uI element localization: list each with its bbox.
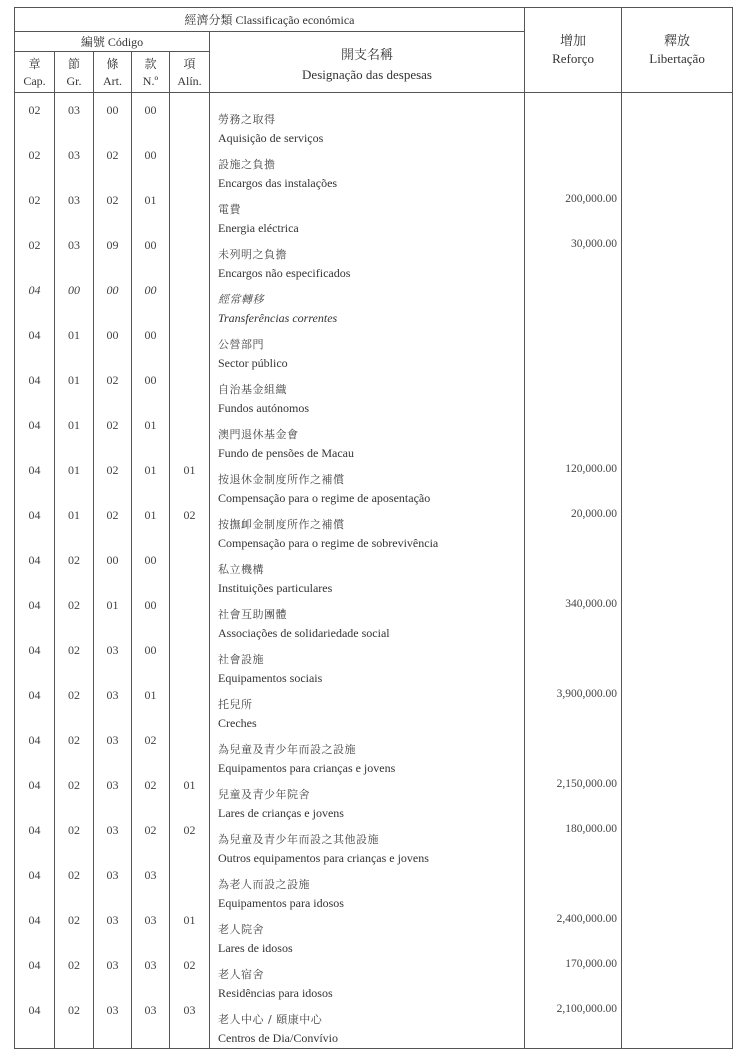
code-gr-cell: 01 xyxy=(55,463,94,508)
code-gr-cell: 03 xyxy=(55,193,94,238)
designation-zh: 開支名稱 xyxy=(341,47,394,62)
libertacao-amount-cell xyxy=(622,148,733,193)
designation-pt-text: Encargos não especificados xyxy=(218,266,351,280)
table-row xyxy=(15,193,733,238)
libertacao-amount-cell xyxy=(622,463,733,508)
reforco-zh: 增加 xyxy=(560,33,587,48)
code-art-cell: 02 xyxy=(94,148,132,193)
table-row xyxy=(15,1003,733,1049)
designation-pt-text: Aquisição de serviços xyxy=(218,131,324,145)
code-cap-cell: 04 xyxy=(15,373,55,418)
code-cap-cell: 04 xyxy=(15,913,55,958)
designation-pt-text: Residências para idosos xyxy=(218,986,333,1000)
libertacao-amount-cell xyxy=(622,868,733,913)
table-body xyxy=(15,93,733,1049)
code-art-cell: 03 xyxy=(94,778,132,823)
code-gr-cell: 02 xyxy=(55,733,94,778)
code-alin-cell: 02 xyxy=(170,508,210,553)
code-alin-cell xyxy=(170,148,210,193)
libertacao-amount-cell xyxy=(622,778,733,823)
code-gr-cell: 00 xyxy=(55,283,94,328)
code-art-cell: 02 xyxy=(94,418,132,463)
designation-pt-text: Transferências correntes xyxy=(218,311,338,325)
code-no-cell: 00 xyxy=(132,283,170,328)
code-no-cell: 01 xyxy=(132,193,170,238)
code-cap-cell: 04 xyxy=(15,463,55,508)
designation-cell xyxy=(210,733,525,778)
designation-cell xyxy=(210,553,525,598)
reforco-amount-cell xyxy=(525,418,622,463)
designation-pt-text: Lares de crianças e jovens xyxy=(218,806,344,820)
libertacao-pt: Libertação xyxy=(649,51,705,66)
code-alin-cell xyxy=(170,598,210,643)
code-no-cell: 02 xyxy=(132,823,170,868)
code-no-cell: 01 xyxy=(132,688,170,733)
code-art-cell: 03 xyxy=(94,688,132,733)
code-alin-cell xyxy=(170,373,210,418)
code-no-cell: 00 xyxy=(132,553,170,598)
reforco-amount-cell xyxy=(525,103,622,148)
code-cap-cell: 04 xyxy=(15,598,55,643)
libertacao-amount-cell xyxy=(622,418,733,463)
libertacao-amount-cell xyxy=(622,103,733,148)
designation-pt-text: Centros de Dia/Convívio xyxy=(218,1031,338,1045)
level-gr-header xyxy=(55,52,94,93)
code-cap-cell: 04 xyxy=(15,688,55,733)
reforco-amount-cell: 2,150,000.00 xyxy=(525,778,622,823)
code-alin-cell xyxy=(170,328,210,373)
designation-zh-text: 未列明之負擔 xyxy=(218,248,287,261)
code-cap-cell: 02 xyxy=(15,148,55,193)
level-alin-header xyxy=(170,52,210,93)
code-art-cell: 00 xyxy=(94,103,132,148)
economic-classification-header: 經濟分類 Classificação económica xyxy=(15,8,525,32)
table-row xyxy=(15,823,733,868)
designation-pt-text: Fundos autónomos xyxy=(218,401,310,415)
designation-zh-text: 為老人而設之設施 xyxy=(218,878,310,891)
code-gr-cell: 01 xyxy=(55,328,94,373)
libertacao-amount-cell xyxy=(622,283,733,328)
table-row xyxy=(15,958,733,1003)
code-gr-cell: 02 xyxy=(55,553,94,598)
reforco-amount-cell xyxy=(525,868,622,913)
designation-pt-text: Sector público xyxy=(218,356,288,370)
table-row xyxy=(15,733,733,778)
code-cap-cell: 04 xyxy=(15,553,55,598)
libertacao-amount-cell xyxy=(622,643,733,688)
designation-zh-text: 自治基金組織 xyxy=(218,383,287,396)
code-alin-cell xyxy=(170,733,210,778)
reforco-amount-cell xyxy=(525,328,622,373)
designation-cell xyxy=(210,868,525,913)
code-no-cell: 03 xyxy=(132,913,170,958)
libertacao-amount-cell xyxy=(622,508,733,553)
code-cap-cell: 04 xyxy=(15,283,55,328)
code-alin-cell xyxy=(170,238,210,283)
budget-table xyxy=(14,7,733,1049)
table-row xyxy=(15,913,733,958)
code-no-cell: 00 xyxy=(132,643,170,688)
designation-pt-text: Fundo de pensões de Macau xyxy=(218,446,354,460)
designation-zh-text: 按退休金制度所作之補償 xyxy=(218,473,345,486)
libertacao-amount-cell xyxy=(622,958,733,1003)
designation-cell xyxy=(210,418,525,463)
table-row xyxy=(15,553,733,598)
code-art-cell: 03 xyxy=(94,643,132,688)
level-art-header xyxy=(94,52,132,93)
designation-zh-text: 社會互助團體 xyxy=(218,608,287,621)
libertacao-zh: 釋放 xyxy=(664,33,691,48)
level-art-pt: Art. xyxy=(103,74,122,88)
table-row xyxy=(15,688,733,733)
table-row xyxy=(15,103,733,148)
code-alin-cell xyxy=(170,643,210,688)
code-alin-cell xyxy=(170,688,210,733)
code-gr-cell: 02 xyxy=(55,1003,94,1049)
designation-header xyxy=(210,32,525,93)
designation-zh-text: 托兒所 xyxy=(218,698,253,711)
code-cap-cell: 04 xyxy=(15,1003,55,1049)
designation-pt-text: Equipamentos sociais xyxy=(218,671,323,685)
code-gr-cell: 02 xyxy=(55,598,94,643)
designation-zh-text: 社會設施 xyxy=(218,653,264,666)
code-art-cell: 00 xyxy=(94,328,132,373)
code-cap-cell: 04 xyxy=(15,958,55,1003)
designation-pt-text: Energia eléctrica xyxy=(218,221,299,235)
code-gr-cell: 02 xyxy=(55,868,94,913)
designation-zh-text: 兒童及青少年院舍 xyxy=(218,788,310,801)
designation-cell xyxy=(210,103,525,148)
code-gr-cell: 02 xyxy=(55,688,94,733)
designation-cell xyxy=(210,688,525,733)
code-art-cell: 03 xyxy=(94,823,132,868)
code-no-cell: 02 xyxy=(132,778,170,823)
designation-cell xyxy=(210,508,525,553)
code-cap-cell: 04 xyxy=(15,328,55,373)
designation-cell xyxy=(210,1003,525,1049)
level-cap-zh: 章 xyxy=(28,57,41,71)
code-no-cell: 00 xyxy=(132,373,170,418)
code-cap-cell: 04 xyxy=(15,733,55,778)
code-no-cell: 03 xyxy=(132,1003,170,1049)
designation-pt-text: Compensação para o regime de sobrevivência xyxy=(218,536,439,550)
level-art-zh: 條 xyxy=(106,57,119,71)
designation-pt-text: Outros equipamentos para crianças e jovens xyxy=(218,851,429,865)
designation-pt-text: Associações de solidariedade social xyxy=(218,626,390,640)
designation-zh-text: 按撫卹金制度所作之補償 xyxy=(218,518,345,531)
libertacao-amount-cell xyxy=(622,688,733,733)
designation-cell xyxy=(210,283,525,328)
code-alin-cell xyxy=(170,283,210,328)
libertacao-amount-cell xyxy=(622,598,733,643)
reforco-amount-cell xyxy=(525,373,622,418)
designation-cell xyxy=(210,148,525,193)
level-gr-zh: 節 xyxy=(67,57,80,71)
designation-pt-text: Compensação para o regime de aposentação xyxy=(218,491,431,505)
code-cap-cell: 02 xyxy=(15,103,55,148)
code-no-cell: 03 xyxy=(132,958,170,1003)
designation-cell xyxy=(210,913,525,958)
designation-zh-text: 老人院舍 xyxy=(218,923,264,936)
code-alin-cell xyxy=(170,553,210,598)
designation-cell xyxy=(210,823,525,868)
designation-pt-text: Lares de idosos xyxy=(218,941,293,955)
table-row xyxy=(15,598,733,643)
table-row xyxy=(15,868,733,913)
code-art-cell: 01 xyxy=(94,598,132,643)
code-cap-cell: 04 xyxy=(15,643,55,688)
code-art-cell: 09 xyxy=(94,238,132,283)
level-no-pt: N.º xyxy=(142,74,159,88)
libertacao-amount-cell xyxy=(622,238,733,283)
libertacao-amount-cell xyxy=(622,733,733,778)
code-no-cell: 00 xyxy=(132,103,170,148)
code-art-cell: 03 xyxy=(94,958,132,1003)
designation-zh-text: 私立機構 xyxy=(218,563,264,576)
table-row xyxy=(15,643,733,688)
code-cap-cell: 02 xyxy=(15,193,55,238)
designation-pt: Designação das despesas xyxy=(302,67,432,82)
reforco-header xyxy=(525,8,622,93)
code-no-cell: 02 xyxy=(132,733,170,778)
code-art-cell: 03 xyxy=(94,913,132,958)
reforco-amount-cell: 340,000.00 xyxy=(525,598,622,643)
level-gr-pt: Gr. xyxy=(66,74,82,88)
level-no-zh: 款 xyxy=(144,57,157,71)
code-alin-cell: 02 xyxy=(170,958,210,1003)
code-alin-cell xyxy=(170,193,210,238)
designation-zh-text: 設施之負擔 xyxy=(218,158,276,171)
table-row xyxy=(15,463,733,508)
code-alin-cell: 01 xyxy=(170,463,210,508)
libertacao-amount-cell xyxy=(622,328,733,373)
table-row xyxy=(15,238,733,283)
reforco-pt: Reforço xyxy=(552,51,594,66)
code-alin-cell: 02 xyxy=(170,823,210,868)
code-no-cell: 01 xyxy=(132,463,170,508)
table-row xyxy=(15,373,733,418)
code-cap-cell: 04 xyxy=(15,778,55,823)
code-alin-cell: 03 xyxy=(170,1003,210,1049)
code-gr-cell: 03 xyxy=(55,148,94,193)
reforco-amount-cell: 3,900,000.00 xyxy=(525,688,622,733)
designation-zh-text: 澳門退休基金會 xyxy=(218,428,299,441)
designation-zh-text: 經常轉移 xyxy=(218,293,264,306)
designation-zh-text: 電費 xyxy=(218,203,241,216)
code-no-cell: 01 xyxy=(132,508,170,553)
code-art-cell: 03 xyxy=(94,868,132,913)
code-art-cell: 00 xyxy=(94,553,132,598)
designation-zh-text: 為兒童及青少年而設之其他設施 xyxy=(218,833,379,846)
code-no-cell: 01 xyxy=(132,418,170,463)
designation-cell xyxy=(210,463,525,508)
designation-zh-text: 老人中心 / 頤康中心 xyxy=(218,1013,323,1026)
designation-zh-text: 公營部門 xyxy=(218,338,264,351)
table-row xyxy=(15,508,733,553)
code-art-cell: 03 xyxy=(94,1003,132,1049)
designation-pt-text: Instituições particulares xyxy=(218,581,333,595)
designation-cell xyxy=(210,778,525,823)
reforco-amount-cell: 120,000.00 xyxy=(525,463,622,508)
designation-pt-text: Creches xyxy=(218,716,257,730)
level-no-header xyxy=(132,52,170,93)
level-cap-header xyxy=(15,52,55,93)
code-alin-cell xyxy=(170,103,210,148)
body-top-spacer xyxy=(15,93,733,104)
code-no-cell: 00 xyxy=(132,238,170,283)
code-art-cell: 00 xyxy=(94,283,132,328)
reforco-amount-cell xyxy=(525,283,622,328)
libertacao-amount-cell xyxy=(622,553,733,598)
code-alin-cell xyxy=(170,868,210,913)
code-gr-cell: 01 xyxy=(55,508,94,553)
code-art-cell: 02 xyxy=(94,508,132,553)
code-gr-cell: 03 xyxy=(55,103,94,148)
code-group-header: 編號 Código xyxy=(15,32,210,52)
designation-zh-text: 為兒童及青少年而設之設施 xyxy=(218,743,356,756)
code-gr-cell: 02 xyxy=(55,958,94,1003)
libertacao-amount-cell xyxy=(622,193,733,238)
code-no-cell: 00 xyxy=(132,598,170,643)
designation-cell xyxy=(210,238,525,283)
reforco-amount-cell: 30,000.00 xyxy=(525,238,622,283)
designation-cell xyxy=(210,958,525,1003)
code-cap-cell: 04 xyxy=(15,823,55,868)
code-cap-cell: 04 xyxy=(15,508,55,553)
code-cap-cell: 04 xyxy=(15,418,55,463)
reforco-amount-cell: 180,000.00 xyxy=(525,823,622,868)
designation-cell xyxy=(210,598,525,643)
code-art-cell: 02 xyxy=(94,193,132,238)
designation-pt-text: Encargos das instalações xyxy=(218,176,338,190)
table-row xyxy=(15,778,733,823)
table-row xyxy=(15,418,733,463)
designation-cell xyxy=(210,193,525,238)
code-art-cell: 03 xyxy=(94,733,132,778)
code-alin-cell xyxy=(170,418,210,463)
reforco-amount-cell xyxy=(525,733,622,778)
libertacao-amount-cell xyxy=(622,1003,733,1049)
code-cap-cell: 04 xyxy=(15,868,55,913)
designation-pt-text: Equipamentos para idosos xyxy=(218,896,344,910)
designation-cell xyxy=(210,328,525,373)
reforco-amount-cell: 2,100,000.00 xyxy=(525,1003,622,1049)
designation-cell xyxy=(210,643,525,688)
libertacao-header xyxy=(622,8,733,93)
table-row xyxy=(15,283,733,328)
code-alin-cell: 01 xyxy=(170,913,210,958)
level-alin-pt: Alín. xyxy=(177,74,202,88)
reforco-amount-cell xyxy=(525,643,622,688)
code-no-cell: 03 xyxy=(132,868,170,913)
code-gr-cell: 03 xyxy=(55,238,94,283)
designation-zh-text: 勞務之取得 xyxy=(218,113,276,126)
reforco-amount-cell: 200,000.00 xyxy=(525,193,622,238)
reforco-amount-cell: 170,000.00 xyxy=(525,958,622,1003)
level-cap-pt: Cap. xyxy=(23,74,46,88)
code-alin-cell: 01 xyxy=(170,778,210,823)
level-alin-zh: 項 xyxy=(183,57,196,71)
code-gr-cell: 02 xyxy=(55,823,94,868)
designation-zh-text: 老人宿舍 xyxy=(218,968,264,981)
code-cap-cell: 02 xyxy=(15,238,55,283)
table-row xyxy=(15,148,733,193)
designation-cell xyxy=(210,373,525,418)
code-art-cell: 02 xyxy=(94,463,132,508)
code-no-cell: 00 xyxy=(132,328,170,373)
code-gr-cell: 01 xyxy=(55,373,94,418)
reforco-amount-cell xyxy=(525,553,622,598)
code-gr-cell: 01 xyxy=(55,418,94,463)
reforco-amount-cell xyxy=(525,148,622,193)
reforco-amount-cell: 20,000.00 xyxy=(525,508,622,553)
table-header xyxy=(15,8,733,93)
reforco-amount-cell: 2,400,000.00 xyxy=(525,913,622,958)
libertacao-amount-cell xyxy=(622,823,733,868)
code-no-cell: 00 xyxy=(132,148,170,193)
code-art-cell: 02 xyxy=(94,373,132,418)
code-gr-cell: 02 xyxy=(55,778,94,823)
libertacao-amount-cell xyxy=(622,913,733,958)
code-gr-cell: 02 xyxy=(55,913,94,958)
table-row xyxy=(15,328,733,373)
libertacao-amount-cell xyxy=(622,373,733,418)
designation-pt-text: Equipamentos para crianças e jovens xyxy=(218,761,396,775)
code-gr-cell: 02 xyxy=(55,643,94,688)
